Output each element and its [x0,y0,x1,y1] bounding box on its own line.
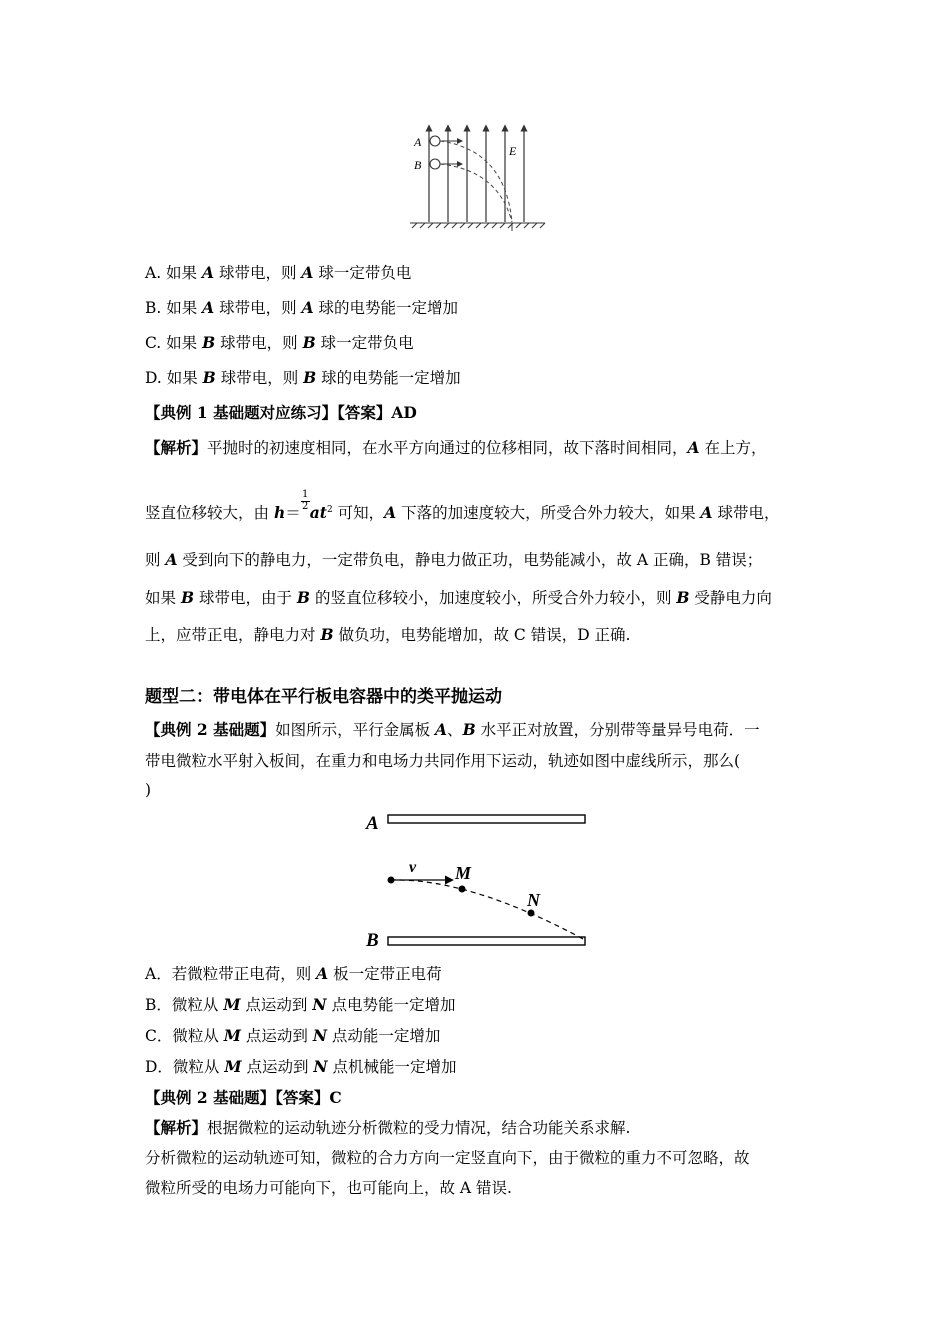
answer-1: 【典例 1 基础题对应练习】【答案】AD [145,403,417,422]
plate-b-label: B [366,930,379,951]
option-d-1: D. 如果 B 球带电，则 B 球的电势能一定增加 [145,368,461,387]
plate-a-label: A [366,813,379,834]
label-a: A [414,135,422,149]
option-a-1: A. 如果 A 球带电，则 A 球一定带负电 [145,263,412,282]
option-a-2: A．若微粒带正电荷，则 A 板一定带正电荷 [145,964,442,983]
option-b-2: B．微粒从 M 点运动到 N 点电势能一定增加 [145,995,456,1014]
explanation-2-line-2: 分析微粒的运动轨迹可知，微粒的合力方向一定竖直向下，由于微粒的重力不可忽略，故 [145,1149,750,1167]
label-m: M [455,863,472,883]
option-c-2: C．微粒从 M 点运动到 N 点动能一定增加 [145,1026,441,1045]
label-e: E [509,144,517,158]
explanation-2-line-1: 【解析】根据微粒的运动轨迹分析微粒的受力情况，结合功能关系求解. [145,1118,631,1137]
answer-2: 【典例 2 基础题】【答案】C [145,1088,342,1107]
label-b: B [414,158,422,172]
plate-b [388,937,585,945]
explanation-1-line-3: 则 A 受到向下的静电力，一定带负电，静电力做正功，电势能减小，故 A 正确，B 错误； [145,550,763,569]
explanation-1-line-4: 如果 B 球带电，由于 B 的竖直位移较小，加速度较小，所受合外力较小，则 B 受静电力向 [145,588,772,607]
label-v: v [409,859,417,876]
question-2-line-2: 带电微粒水平射入板间，在重力和电场力共同作用下运动，轨迹如图中虚线所示，那么( [145,752,741,770]
section-2-title: 题型二：带电体在平行板电容器中的类平抛运动 [145,687,502,707]
question-2-line-3: ) [145,781,152,799]
plate-a [388,815,585,823]
fraction-half: $\frac{1}{2}$ [302,489,309,513]
particle-start [388,877,395,884]
label-n: N [527,890,540,910]
explanation-2-line-3: 微粒所受的电场力可能向下，也可能向上，故 A 错误. [145,1179,512,1197]
explanation-1-line-5: 上，应带正电，静电力对 B 做负功，电势能增加，故 C 错误，D 正确. [145,625,631,644]
option-b-1: B. 如果 A 球带电，则 A 球的电势能一定增加 [145,298,459,317]
option-c-1: C. 如果 B 球带电，则 B 球一定带负电 [145,333,414,352]
explanation-1-line-1: 【解析】平抛时的初速度相同，在水平方向通过的位移相同，故下落时间相同，A 在上方， [145,438,767,457]
point-m [459,886,466,893]
option-d-2: D．微粒从 M 点运动到 N 点机械能一定增加 [145,1057,457,1076]
explanation-1-line-2: 竖直位移较大，由 h＝ $\frac{1}{2}$ $at^2$ 可知，A 下落的加速度较大，所受合外力较大，如果 A 球带电， [145,489,780,523]
point-n [528,910,535,917]
question-2-line-1: 【典例 2 基础题】如图所示，平行金属板 A、B 水平正对放置，分别带等量异号电荷．一 [145,720,760,739]
particle-trajectory [391,880,585,940]
